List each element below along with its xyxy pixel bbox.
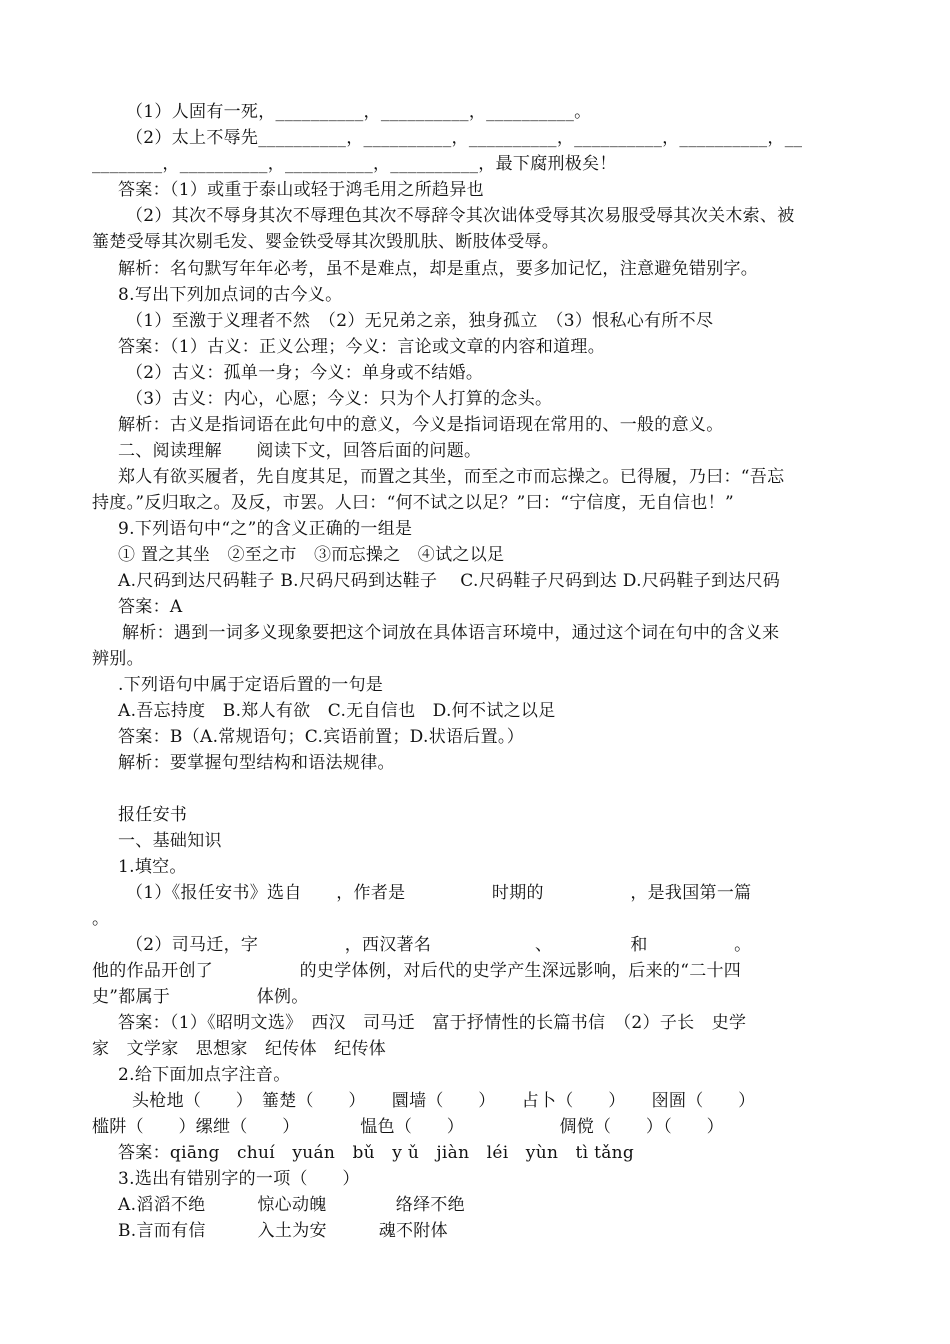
question-9: 9.下列语句中“之”的含义正确的一组是 bbox=[118, 519, 413, 539]
question-9-items: ① 置之其坐 ②至之市 ③而忘操之 ④试之以足 bbox=[118, 545, 505, 565]
question-8: 8.写出下列加点词的古今义。 bbox=[118, 285, 343, 305]
question-3-option-a: A.滔滔不绝 惊心动魄 络绎不绝 bbox=[118, 1195, 465, 1215]
question-1-item-1-cont: 。 bbox=[92, 909, 110, 929]
analysis-line: 解析：名句默写年年必考，虽不是难点，却是重点，要多加记忆，注意避免错别字。 bbox=[118, 259, 759, 279]
answer-line: 家 文学家 思想家 纪传体 纪传体 bbox=[92, 1039, 387, 1059]
reading-passage: 持度。”反归取之。及反，市罢。人曰：“何不试之以足？”曰：“宁信度，无自信也！” bbox=[92, 493, 734, 513]
fill-blank-line-2-cont: ________，__________，__________，__________，最下腐刑极矣！ bbox=[92, 154, 617, 174]
answer-line: （3）古义：内心，心愿；今义：只为个人打算的念头。 bbox=[126, 389, 553, 409]
section-heading: 二、阅读理解 阅读下文，回答后面的问题。 bbox=[118, 441, 482, 461]
question-1-item-2: （2）司马迁，字 ，西汉著名 、 和 。 bbox=[126, 935, 752, 955]
answer-line: 答案：qiāng chuí yuán bǔ y ǔ jiàn léi yùn tì tǎng bbox=[118, 1143, 635, 1163]
analysis-line: 解析：遇到一词多义现象要把这个词放在具体语言环境中，通过这个词在句中的含义来 bbox=[122, 623, 780, 643]
question-8-items: （1）至激于义理者不然 （2）无兄弟之亲，独身孤立 （3）恨私心有所不尽 bbox=[126, 311, 714, 331]
answer-line: 答案：（1）《昭明文选》 西汉 司马迁 富于抒情性的长篇书信 （2）子长 史学 bbox=[118, 1013, 747, 1033]
analysis-line: 解析：古义是指词语在此句中的意义，今义是指词语现在常用的、一般的意义。 bbox=[118, 415, 724, 435]
answer-line: 答案：（1）或重于泰山或轻于鸿毛用之所趋异也 bbox=[118, 180, 484, 200]
answer-line: 答案：（1）古义：正义公理；今义：言论或文章的内容和道理。 bbox=[118, 337, 606, 357]
answer-line: 箠楚受辱其次剔毛发、婴金铁受辱其次毁肌肤、断肢体受辱。 bbox=[92, 232, 560, 252]
question-1: 1.填空。 bbox=[118, 857, 187, 877]
question-1-item-1: （1）《报任安书》选自 ，作者是 时期的 ，是我国第一篇 bbox=[126, 883, 752, 903]
question-3-option-b: B.言而有信 入土为安 魂不附体 bbox=[118, 1221, 448, 1241]
section-heading: 一、基础知识 bbox=[118, 831, 222, 851]
answer-line: 答案：B（A.常规语句；C.宾语前置；D.状语后置。） bbox=[118, 727, 525, 747]
question-10-options: A.吾忘持度 B.郑人有欲 C.无自信也 D.何不试之以足 bbox=[118, 701, 556, 721]
fill-blank-line-1: （1）人固有一死，__________，__________，__________。 bbox=[126, 102, 592, 122]
analysis-line: 辨别。 bbox=[92, 649, 144, 669]
fill-blank-line-2: （2）太上不辱先__________，__________，__________，__________，__________，__ bbox=[126, 128, 803, 148]
answer-line: 答案：A bbox=[118, 597, 183, 617]
question-2: 2.给下面加点字注音。 bbox=[118, 1065, 291, 1085]
question-1-item-2-cont: 他的作品开创了 的史学体例，对后代的史学产生深远影响，后来的“二十四 bbox=[92, 961, 742, 981]
question-9-options: A.尺码到达尺码鞋子 B.尺码尺码到达鞋子 C.尺码鞋子尺码到达 D.尺码鞋子到达尺码 bbox=[118, 571, 781, 591]
question-2-items: 头枪地（ ） 箠楚（ ） 圜墙（ ） 占卜（ ） 囹圄（ ） bbox=[132, 1091, 756, 1111]
lesson-title: 报任安书 bbox=[118, 805, 188, 825]
question-10: .下列语句中属于定语后置的一句是 bbox=[118, 675, 384, 695]
question-3: 3.选出有错别字的一项（ ） bbox=[118, 1169, 360, 1189]
question-1-item-2-cont: 史”都属于 体例。 bbox=[92, 987, 309, 1007]
question-2-items: 槛阱（ ）缧绁（ ） 愠色（ ） 倜傥（ ）（ ） bbox=[92, 1117, 724, 1137]
analysis-line: 解析：要掌握句型结构和语法规律。 bbox=[118, 753, 395, 773]
answer-line: （2）其次不辱身其次不辱理色其次不辱辞令其次诎体受辱其次易服受辱其次关木索、被 bbox=[126, 206, 795, 226]
reading-passage: 郑人有欲买履者，先自度其足，而置之其坐，而至之市而忘操之。已得履，乃曰：“吾忘 bbox=[118, 467, 785, 487]
answer-line: （2）古义：孤单一身；今义：单身或不结婚。 bbox=[126, 363, 484, 383]
